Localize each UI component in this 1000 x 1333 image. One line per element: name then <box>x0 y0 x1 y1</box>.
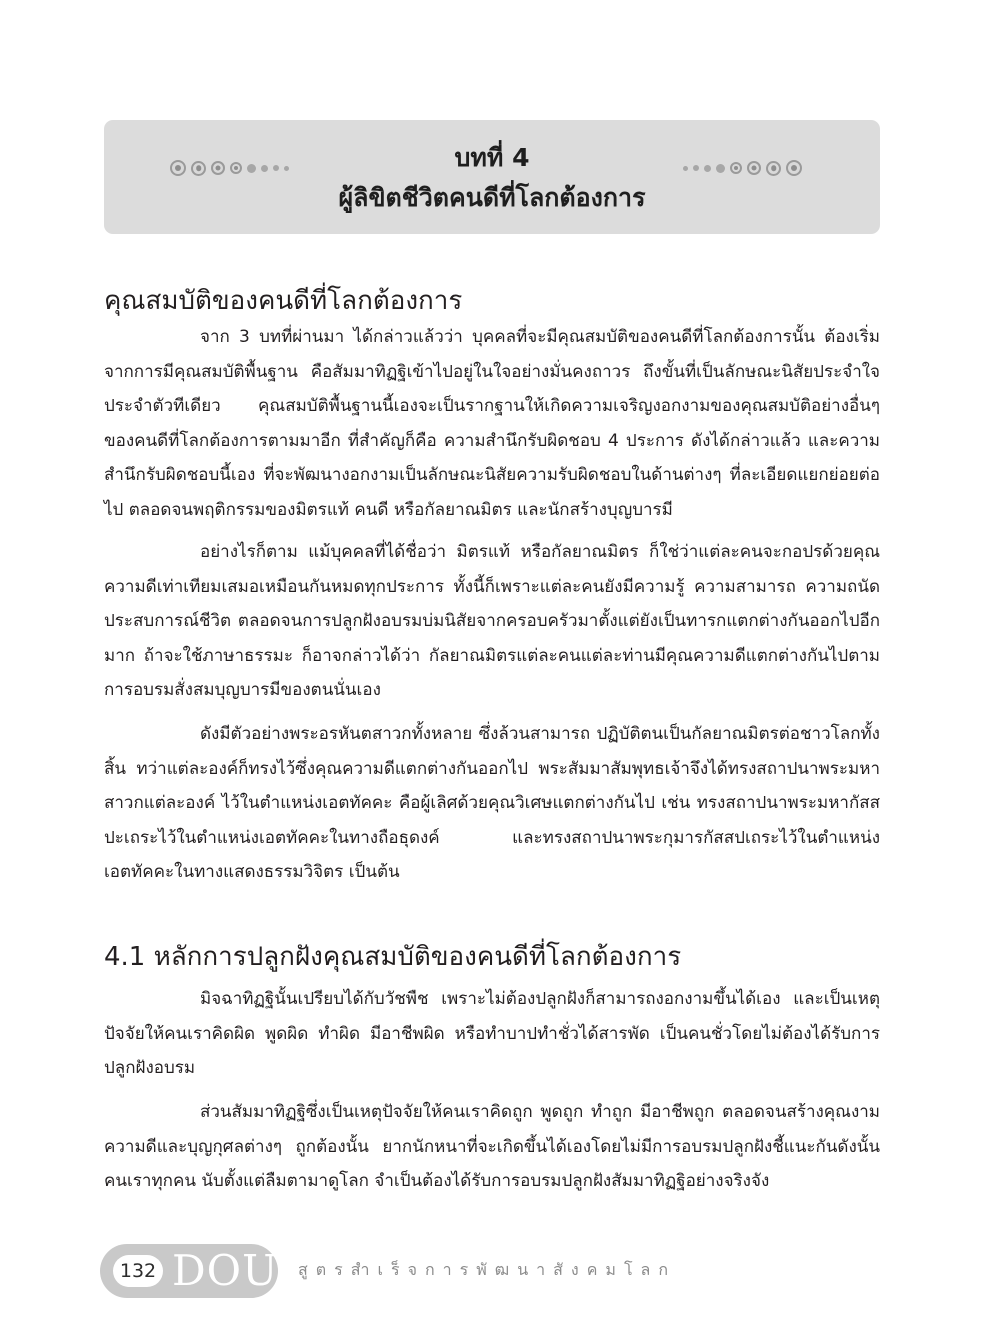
footer-badge <box>100 1244 278 1298</box>
chapter-title: ผู้ลิขิตชีวิตคนดีที่โลกต้องการ <box>338 183 646 212</box>
section-heading-qualities: คุณสมบัติของคนดีที่โลกต้องการ <box>104 286 463 316</box>
series-title: สูตรสำเร็จการพัฒนาสังคมโลก <box>298 1260 677 1279</box>
paragraph: จาก 3 บทที่ผ่านมา ได้กล่าวแล้วว่า บุคคลที่จะมีคุณสมบัติของคนดีที่โลกต้องการนั้น ต้องเริ่มจากการมีคุณสมบัติพื้นฐาน คือสัมมาทิฏฐิเข้าไปอยู่ในใจอย่างมั่นคงถาวร ถึงขั้นที่เป็นลักษณะนิสัยประจำใจประจำตัวทีเดียว คุณสมบัติพื้นฐานนี้เองจะเป็นรากฐานให้เกิดความเจริญงอกงามของคุณสมบัติอย่างอื่นๆ ของคนดีที่โลกต้องการตามมาอีก ที่สำคัญก็คือ ความสำนึกรับผิดชอบ 4 ประการ ดังได้กล่าวแล้ว และความสำนึกรับผิดชอบนี้เอง ที่จะพัฒนางอกงามเป็นลักษณะนิสัยความรับผิดชอบในด้านต่างๆ ที่ละเอียดแยกย่อยต่อไป ตลอดจนพฤติกรรมของมิตรแท้ คนดี หรือกัลยาณมิตร และนักสร้างบุญบารมี <box>104 327 880 520</box>
page-number: 132 <box>113 1255 163 1287</box>
dot-ornament-icon <box>683 166 688 171</box>
decorative-dots-right <box>683 160 802 176</box>
dot-ornament-icon <box>704 165 711 172</box>
dot-ornament-icon <box>786 160 802 176</box>
chapter-number: บทที่ 4 <box>454 143 530 172</box>
dot-ornament-icon <box>693 165 699 171</box>
paragraph: ส่วนสัมมาทิฏฐิซึ่งเป็นเหตุปัจจัยให้คนเราคิดถูก พูดถูก ทำถูก มีอาชีพถูก ตลอดจนสร้างคุณงามความดีและบุญกุศลต่างๆ ถูกต้องนั้น ยากนักหนาที่จะเกิดขึ้นได้เองโดยไม่มีการอบรมปลูกฝังชี้แนะกันดังนั้นคนเราทุกคน นับตั้งแต่ลืมตามาดูโลก จำเป็นต้องได้รับการอบรมปลูกฝังสัมมาทิฏฐิอย่างจริงจัง <box>104 1102 880 1191</box>
dot-ornament-icon <box>766 161 781 176</box>
brand-logo: DOU <box>172 1246 279 1295</box>
paragraph: มิจฉาทิฏฐินั้นเปรียบได้กับวัชพืช เพราะไม่ต้องปลูกฝังก็สามารถงอกงามขึ้นได้เอง และเป็นเหตุปัจจัยให้คนเราคิดผิด พูดผิด ทำผิด มีอาชีพผิด หรือทำบาปทำชั่วได้สารพัด เป็นคนชั่วโดยไม่ต้องได้รับการปลูกฝังอบรม <box>104 989 880 1078</box>
paragraph: ดังมีตัวอย่างพระอรหันตสาวกทั้งหลาย ซึ่งล้วนสามารถ ปฏิบัติตนเป็นกัลยาณมิตรต่อชาวโลกทั้งสิ้น ทว่าแต่ละองค์ก็ทรงไว้ซึ่งคุณความดีแตกต่างกันออกไป พระสัมมาสัมพุทธเจ้าจึงได้ทรงสถาปนาพระมหาสาวกแต่ละองค์ ไว้ในตำแหน่งเอตทัคคะ คือผู้เลิศด้วยคุณวิเศษแตกต่างกันไป เช่น ทรงสถาปนาพระมหากัสสปะเถระไว้ในตำแหน่งเอตทัคคะในทางถือธุดงค์ และทรงสถาปนาพระกุมารกัสสปเถระไว้ในตำแหน่งเอตทัคคะในทางแสดงธรรมวิจิตร เป็นต้น <box>104 724 880 882</box>
section-heading-cultivation: 4.1 หลักการปลูกฝังคุณสมบัติของคนดีที่โลกต้องการ <box>104 942 682 972</box>
dot-ornament-icon <box>747 161 761 175</box>
chapter-header-box <box>104 120 880 234</box>
dot-ornament-icon <box>730 162 742 174</box>
paragraph: อย่างไรก็ตาม แม้บุคคลที่ได้ชื่อว่า มิตรแท้ หรือกัลยาณมิตร ก็ใช่ว่าแต่ละคนจะกอปรด้วยคุณความดีเท่าเทียมเสมอเหมือนกันหมดทุกประการ ทั้งนี้ก็เพราะแต่ละคนยังมีความรู้ ความสามารถ ความถนัด ประสบการณ์ชีวิต ตลอดจนการปลูกฝังอบรมบ่มนิสัยจากครอบครัวมาตั้งแต่ยังเป็นทารกแตกต่างกันออกไปอีกมาก ถ้าจะใช้ภาษาธรรมะ ก็อาจกล่าวได้ว่า กัลยาณมิตรแต่ละคนแต่ละท่านมีคุณความดีแตกต่างกันไปตาม การอบรมสั่งสมบุญบารมีของตนนั่นเอง <box>104 542 880 700</box>
dot-ornament-icon <box>716 164 725 173</box>
